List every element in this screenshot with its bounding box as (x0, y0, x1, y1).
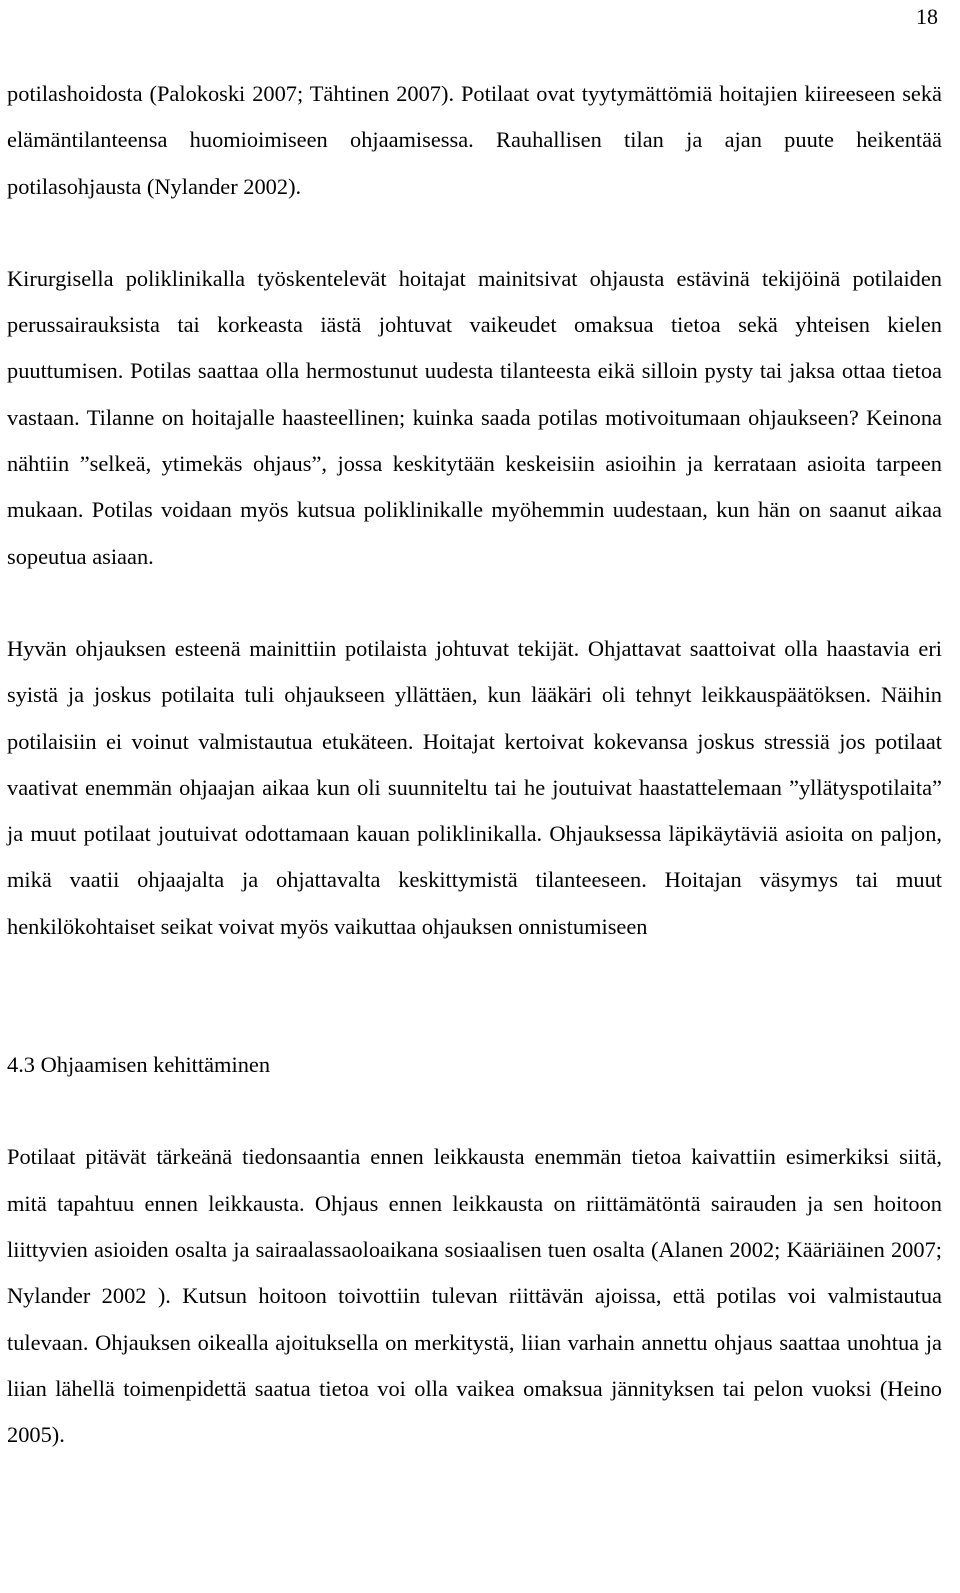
section-heading: 4.3 Ohjaamisen kehittäminen (7, 1052, 271, 1078)
paragraph-3: Hyvän ohjauksen esteenä mainittiin potilaista johtuvat tekijät. Ohjattavat saattoivat olla haastavia eri syistä ja joskus potilaita tuli ohjaukseen yllättäen, kun lääkäri oli tehnyt leikkauspäätöksen. Näihin potilaisiin ei voinut valmistautua etukäteen. Hoitajat kertoivat kokevansa joskus stressiä jos potilaat vaativat enemmän ohjaajan aikaa kun oli suunniteltu tai he joutuivat haastattelemaan ”yllätyspotilaita” ja muut potilaat joutuivat odottamaan kauan poliklinikalla. Ohjauksessa läpikäytäviä asioita on paljon, mikä vaatii ohjaajalta ja ohjattavalta keskittymistä tilanteeseen. Hoitajan väsymys tai muut henkilökohtaiset seikat voivat myös vaikuttaa ohjauksen onnistumiseen (7, 635, 942, 939)
paragraph-2: Kirurgisella poliklinikalla työskentelevät hoitajat mainitsivat ohjausta estävinä tekijöinä potilaiden perussairauksista tai korkeasta iästä johtuvat vaikeudet omaksua tietoa sekä yhteisen kielen puuttumisen. Potilas saattaa olla hermostunut uudesta tilanteesta eikä silloin pysty tai jaksa ottaa tietoa vastaan. Tilanne on hoitajalle haasteellinen; kuinka saada potilas motivoitumaan ohjaukseen? Keinona nähtiin ”selkeä, ytimekäs ohjaus”, jossa keskitytään keskeisiin asioihin ja kerrataan asioita tarpeen mukaan. Potilas voidaan myös kutsua poliklinikalle myöhemmin uudestaan, kun hän on saanut aikaa sopeutua asiaan. (7, 265, 942, 569)
section-paragraph-1: Potilaat pitävät tärkeänä tiedonsaantia ennen leikkausta enemmän tietoa kaivattiin esimerkiksi siitä, mitä tapahtuu ennen leikkausta. Ohjaus ennen leikkausta on riittämätöntä sairauden ja sen hoitoon liittyvien asioiden osalta ja sairaalassaoloaikana sosiaalisen tuen osalta (Alanen 2002; Kääriäinen 2007; Nylander 2002 ). Kutsun hoitoon toivottiin tulevan riittävän ajoissa, että potilas voi valmistautua tulevaan. Ohjauksen oikealla ajoituksella on merkitystä, liian varhain annettu ohjaus saattaa unohtua ja liian lähellä toimenpidettä saatua tietoa voi olla vaikea omaksua jännityksen tai pelon vuoksi (Heino 2005). (7, 1144, 942, 1448)
document-body (7, 71, 942, 1458)
page-number: 18 (916, 4, 938, 29)
paragraph-1: potilashoidosta (Palokoski 2007; Tähtinen 2007). Potilaat ovat tyytymättömiä hoitajien kiireeseen sekä elämäntilanteensa huomioimiseen ohjaamisessa. Rauhallisen tilan ja ajan puute heikentää potilasohjausta (Nylander 2002). (7, 81, 942, 199)
